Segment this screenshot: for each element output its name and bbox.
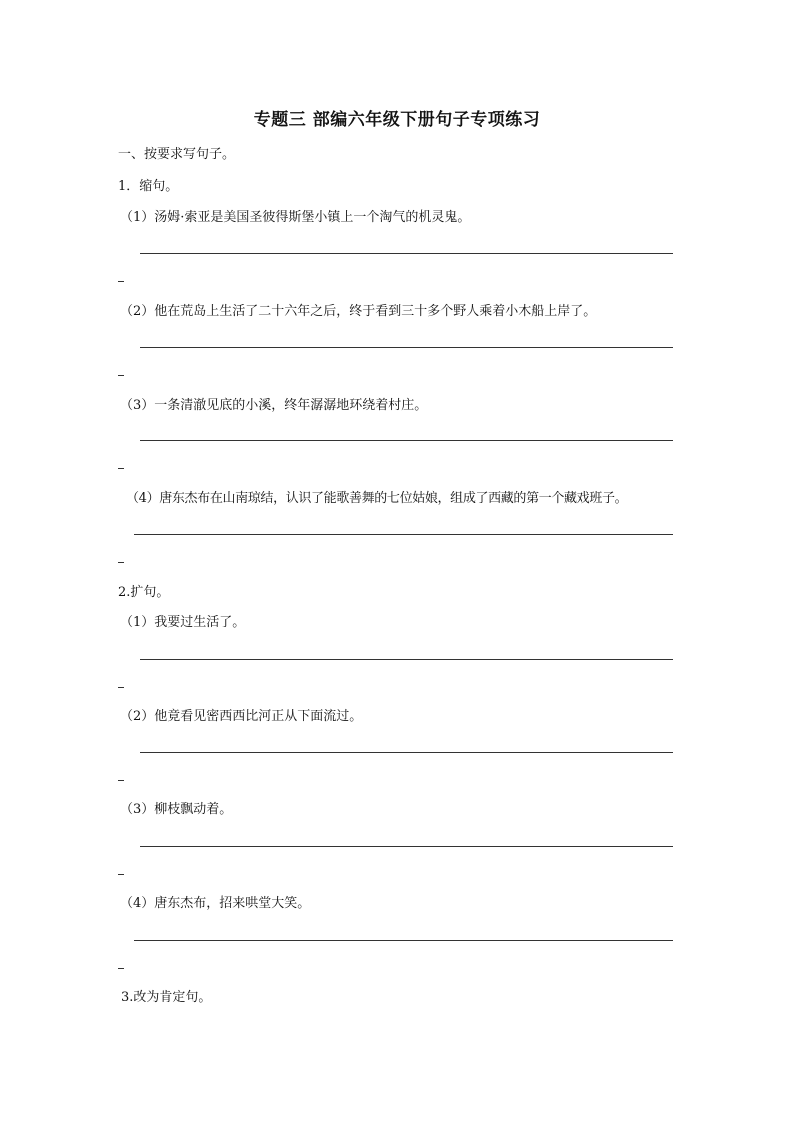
- question-2-4: （4）唐东杰布，招来哄堂大笑。: [120, 896, 311, 911]
- paragraph-mark: [118, 872, 124, 875]
- answer-line-2-2[interactable]: [140, 752, 673, 753]
- answer-line-2-4[interactable]: [134, 940, 673, 941]
- question-1-1: （1）汤姆·索亚是美国圣彼得斯堡小镇上一个淘气的机灵鬼。: [120, 210, 471, 225]
- answer-line-1-4[interactable]: [134, 534, 673, 535]
- answer-line-1-1[interactable]: [140, 253, 673, 254]
- answer-line-2-1[interactable]: [140, 659, 673, 660]
- paragraph-mark: [118, 778, 124, 781]
- question-2-2: （2）他竟看见密西西比河正从下面流过。: [120, 709, 363, 724]
- answer-line-1-3[interactable]: [140, 440, 673, 441]
- question-1-2: （2）他在荒岛上生活了二十六年之后，终于看到三十多个野人乘着小木船上岸了。: [120, 304, 597, 319]
- question-1-3: （3）一条清澈见底的小溪，终年潺潺地环绕着村庄。: [120, 398, 428, 413]
- paragraph-mark: [118, 685, 124, 688]
- part-heading-shrink: 1．缩句。: [118, 179, 179, 194]
- question-1-4: （4）唐东杰布在山南琼结，认识了能歌善舞的七位姑娘，组成了西藏的第一个藏戏班子。: [126, 491, 628, 506]
- part-heading-expand: 2.扩句。: [118, 585, 170, 600]
- answer-line-1-2[interactable]: [140, 347, 673, 348]
- paragraph-mark: [118, 279, 124, 282]
- page-title: 专题三 部编六年级下册句子专项练习: [253, 110, 541, 130]
- question-2-3: （3）柳枝飘动着。: [120, 802, 233, 817]
- paragraph-mark: [118, 466, 124, 469]
- answer-line-2-3[interactable]: [140, 846, 673, 847]
- paragraph-mark: [118, 966, 124, 969]
- paragraph-mark: [118, 373, 124, 376]
- paragraph-mark: [118, 560, 124, 563]
- section-heading: 一、按要求写句子。: [118, 147, 236, 162]
- part-heading-affirmative: 3.改为肯定句。: [121, 990, 212, 1005]
- question-2-1: （1）我要过生活了。: [120, 615, 246, 630]
